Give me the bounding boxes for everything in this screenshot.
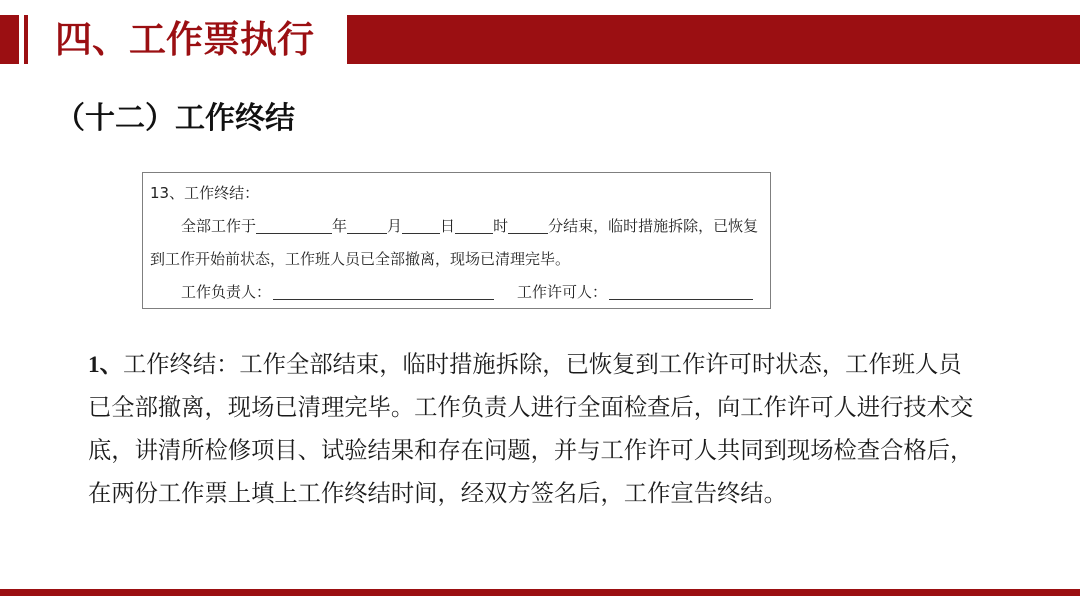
work-permit-blank (609, 284, 753, 300)
form-restore-line: 到工作开始前状态，工作班人员已全部撤离，现场已清理完毕。 (150, 250, 571, 268)
footer-bar (0, 589, 1080, 596)
completion-suffix: 分结束，临时措施拆除，已恢复 (548, 217, 759, 235)
form-signature-line (150, 276, 770, 309)
form-heading: 13、工作终结： (150, 184, 260, 202)
header-band (347, 15, 1080, 64)
month-blank (347, 218, 387, 234)
minute-blank (508, 218, 548, 234)
completion-prefix: 全部工作于 (181, 217, 257, 235)
section-subtitle: （十二）工作终结 (55, 101, 295, 136)
paragraph-line: 已全部撤离，现场已清理完毕。工作负责人进行全面检查后，向工作许可人进行技术交 (88, 394, 974, 421)
paragraph-line: 底，讲清所检修项目、试验结果和存在问题，并与工作许可人共同到现场检查合格后， (88, 437, 974, 464)
year-label: 年 (332, 217, 348, 235)
day-label: 日 (440, 217, 456, 235)
paragraph-line (88, 343, 973, 386)
body-paragraph (88, 343, 973, 515)
hour-blank (455, 218, 493, 234)
work-leader-blank (273, 284, 494, 300)
work-permit-label: 工作许可人： (517, 283, 608, 301)
month-label: 月 (387, 217, 403, 235)
day-blank (402, 218, 440, 234)
work-ticket-form-excerpt (142, 172, 771, 309)
year-blank (256, 218, 332, 234)
paragraph-line-text: 工作终结：工作全部结束，临时措施拆除，已恢复到工作许可时状态，工作班人员 (122, 351, 962, 378)
slide-title: 四、工作票执行 (55, 18, 314, 61)
header-accent-block (0, 15, 19, 64)
hour-label: 时 (493, 217, 509, 235)
form-completion-line (150, 210, 770, 243)
work-leader-label: 工作负责人： (181, 283, 272, 301)
item-number: 1、 (88, 352, 123, 378)
header-accent-line (24, 15, 28, 64)
paragraph-line: 在两份工作票上填上工作终结时间，经双方签名后，工作宣告终结。 (88, 480, 787, 507)
